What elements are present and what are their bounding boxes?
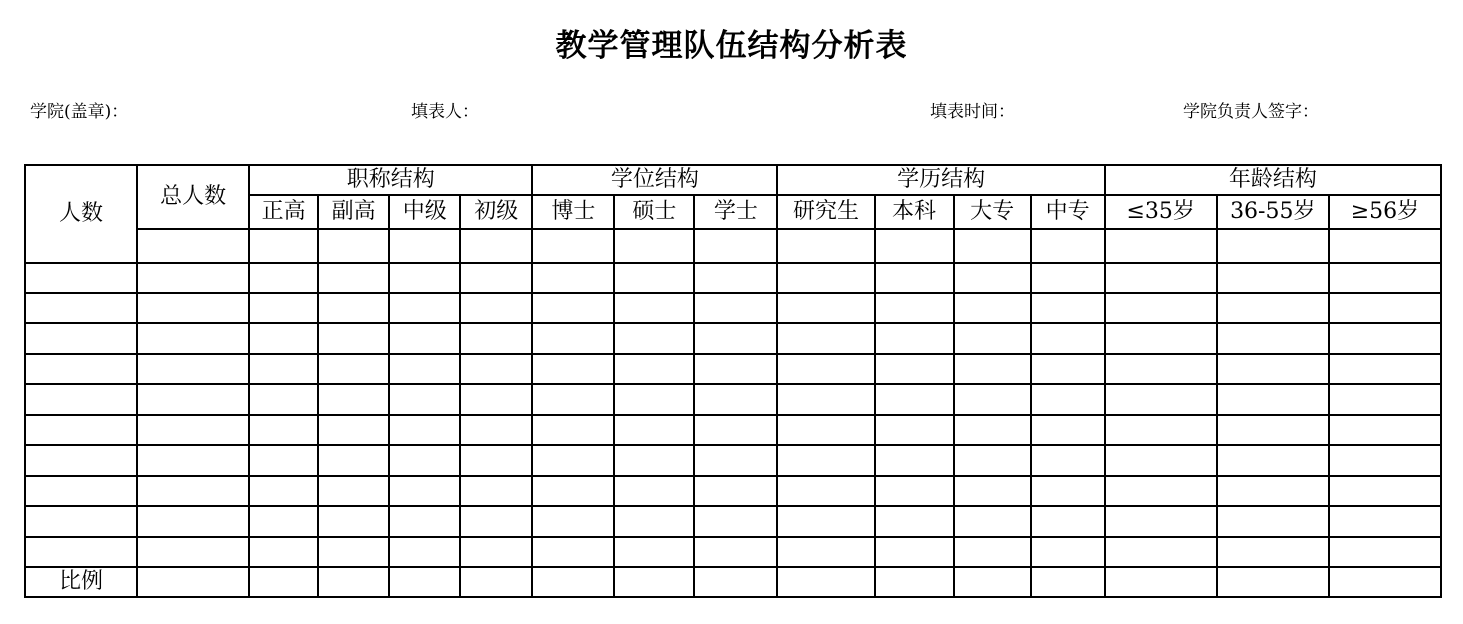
table-cell[interactable]	[1105, 476, 1217, 506]
table-cell[interactable]	[460, 384, 532, 415]
table-cell[interactable]	[137, 476, 249, 506]
table-cell[interactable]	[694, 384, 777, 415]
table-row	[25, 354, 1441, 384]
table-cell[interactable]	[389, 476, 460, 506]
table-cell[interactable]	[1329, 293, 1441, 323]
table-cell[interactable]	[875, 229, 954, 263]
table-cell[interactable]	[1217, 445, 1329, 476]
table-cell[interactable]	[875, 415, 954, 445]
table-cell[interactable]	[532, 567, 614, 597]
table-cell[interactable]	[954, 293, 1031, 323]
table-row	[25, 323, 1441, 354]
table-cell[interactable]	[389, 229, 460, 263]
subheader-cell: 博士	[532, 195, 614, 229]
table-cell[interactable]	[777, 229, 874, 263]
table-cell[interactable]	[25, 537, 137, 567]
table-row	[25, 415, 1441, 445]
table-cell[interactable]	[954, 445, 1031, 476]
table-cell[interactable]	[614, 323, 694, 354]
table-cell[interactable]	[1105, 354, 1217, 384]
table-cell[interactable]	[25, 476, 137, 506]
table-cell[interactable]	[875, 506, 954, 537]
table-cell[interactable]	[389, 506, 460, 537]
table-cell[interactable]	[1217, 537, 1329, 567]
table-cell[interactable]	[1031, 354, 1105, 384]
table-cell[interactable]	[318, 537, 389, 567]
table-cell[interactable]	[249, 384, 318, 415]
table-cell[interactable]	[777, 323, 874, 354]
table-cell[interactable]	[875, 354, 954, 384]
table-cell[interactable]	[1031, 537, 1105, 567]
table-cell[interactable]	[1105, 384, 1217, 415]
table-cell[interactable]	[694, 323, 777, 354]
table-cell[interactable]	[249, 323, 318, 354]
table-cell[interactable]	[954, 384, 1031, 415]
table-cell[interactable]	[875, 323, 954, 354]
table-cell[interactable]	[875, 537, 954, 567]
table-cell[interactable]	[1329, 445, 1441, 476]
table-cell[interactable]	[875, 263, 954, 293]
table-cell[interactable]	[25, 445, 137, 476]
table-cell[interactable]	[25, 354, 137, 384]
table-cell[interactable]	[389, 354, 460, 384]
table-cell[interactable]	[1105, 263, 1217, 293]
table-cell[interactable]	[777, 506, 874, 537]
table-cell[interactable]	[1031, 415, 1105, 445]
table-cell[interactable]	[1105, 445, 1217, 476]
subheader-cell: 本科	[875, 195, 954, 229]
table-cell[interactable]	[318, 229, 389, 263]
table-cell[interactable]	[614, 384, 694, 415]
table-cell[interactable]	[389, 323, 460, 354]
table-cell[interactable]	[249, 263, 318, 293]
table-cell[interactable]	[389, 537, 460, 567]
count-row	[25, 229, 1441, 263]
table-cell[interactable]	[249, 506, 318, 537]
group-degree: 学位结构	[532, 165, 777, 195]
table-cell[interactable]	[389, 293, 460, 323]
total-header-cell: 总人数	[137, 165, 249, 229]
structure-table	[24, 164, 1442, 598]
table-cell[interactable]	[532, 537, 614, 567]
table-cell[interactable]	[25, 293, 137, 323]
table-cell[interactable]	[137, 354, 249, 384]
table-cell[interactable]	[1329, 354, 1441, 384]
table-cell[interactable]	[1217, 476, 1329, 506]
subheader-cell: 36-55岁	[1217, 195, 1329, 229]
table-cell[interactable]	[318, 263, 389, 293]
table-cell[interactable]	[249, 537, 318, 567]
table-cell[interactable]	[1217, 229, 1329, 263]
table-cell[interactable]	[1105, 506, 1217, 537]
table-cell[interactable]	[460, 293, 532, 323]
table-cell[interactable]	[249, 229, 318, 263]
table-cell[interactable]	[777, 415, 874, 445]
table-cell[interactable]	[137, 445, 249, 476]
table-cell[interactable]	[1329, 567, 1441, 597]
subheader-cell: 中级	[389, 195, 460, 229]
table-cell[interactable]	[532, 445, 614, 476]
table-row	[25, 537, 1441, 567]
table-cell[interactable]	[318, 506, 389, 537]
table-cell[interactable]	[532, 506, 614, 537]
table-cell[interactable]	[1105, 567, 1217, 597]
dean-signature-label: 学院负责人签字：	[1183, 102, 1319, 122]
subheader-cell: 研究生	[777, 195, 874, 229]
subheader-cell: 中专	[1031, 195, 1105, 229]
table-cell[interactable]	[694, 263, 777, 293]
table-cell[interactable]	[614, 293, 694, 323]
table-cell[interactable]	[954, 476, 1031, 506]
table-cell[interactable]	[777, 537, 874, 567]
table-cell[interactable]	[1217, 567, 1329, 597]
ratio-row	[25, 567, 1441, 597]
table-cell[interactable]	[694, 354, 777, 384]
table-cell[interactable]	[1031, 323, 1105, 354]
table-cell[interactable]	[137, 415, 249, 445]
table-cell[interactable]	[954, 537, 1031, 567]
subheader-cell: 大专	[954, 195, 1031, 229]
table-cell[interactable]	[1329, 506, 1441, 537]
table-cell[interactable]	[532, 476, 614, 506]
table-cell[interactable]	[532, 263, 614, 293]
table-cell[interactable]	[532, 323, 614, 354]
table-cell[interactable]	[954, 567, 1031, 597]
table-cell[interactable]	[137, 537, 249, 567]
table-cell[interactable]	[318, 293, 389, 323]
table-cell[interactable]	[777, 384, 874, 415]
table-cell[interactable]	[318, 323, 389, 354]
table-cell[interactable]	[1031, 506, 1105, 537]
table-cell[interactable]	[954, 229, 1031, 263]
table-cell[interactable]	[694, 445, 777, 476]
table-cell[interactable]	[614, 567, 694, 597]
table-cell[interactable]	[777, 354, 874, 384]
table-cell[interactable]	[694, 476, 777, 506]
table-cell[interactable]	[1031, 445, 1105, 476]
table-cell[interactable]	[1105, 415, 1217, 445]
table-cell[interactable]	[614, 445, 694, 476]
table-cell[interactable]	[318, 567, 389, 597]
table-cell[interactable]	[1217, 263, 1329, 293]
table-cell[interactable]	[1329, 476, 1441, 506]
table-cell[interactable]	[1217, 415, 1329, 445]
table-cell[interactable]	[694, 293, 777, 323]
table-cell[interactable]	[389, 567, 460, 597]
table-cell[interactable]	[1031, 476, 1105, 506]
subheader-cell: 副高	[318, 195, 389, 229]
table-cell[interactable]	[954, 354, 1031, 384]
table-cell[interactable]	[249, 293, 318, 323]
table-cell[interactable]	[614, 537, 694, 567]
table-cell[interactable]	[460, 537, 532, 567]
table-cell[interactable]	[614, 476, 694, 506]
table-cell[interactable]	[614, 506, 694, 537]
table-row	[25, 445, 1441, 476]
table-cell[interactable]	[954, 323, 1031, 354]
table-cell[interactable]	[318, 476, 389, 506]
group-education: 学历结构	[777, 165, 1104, 195]
table-cell[interactable]	[137, 293, 249, 323]
table-cell[interactable]	[1105, 537, 1217, 567]
table-row	[25, 384, 1441, 415]
subheader-cell: 硕士	[614, 195, 694, 229]
table-row	[25, 263, 1441, 293]
table-cell[interactable]	[1329, 263, 1441, 293]
table-cell[interactable]	[249, 354, 318, 384]
table-cell[interactable]	[460, 323, 532, 354]
table-cell[interactable]	[137, 229, 249, 263]
table-cell[interactable]	[694, 567, 777, 597]
table-cell[interactable]	[1329, 323, 1441, 354]
table-cell[interactable]	[137, 567, 249, 597]
table-cell[interactable]	[460, 567, 532, 597]
table-body	[25, 263, 1441, 597]
fill-time-label: 填表时间：	[930, 102, 1015, 122]
table-cell[interactable]	[1105, 229, 1217, 263]
table-cell[interactable]	[1329, 229, 1441, 263]
table-cell[interactable]	[389, 445, 460, 476]
table-cell[interactable]	[777, 293, 874, 323]
table-cell[interactable]	[137, 384, 249, 415]
subheader-cell: 学士	[694, 195, 777, 229]
table-cell[interactable]	[1031, 293, 1105, 323]
table-cell[interactable]	[318, 415, 389, 445]
subheader-cell: 正高	[249, 195, 318, 229]
table-cell[interactable]	[532, 354, 614, 384]
table-cell[interactable]	[460, 476, 532, 506]
table-cell[interactable]	[954, 263, 1031, 293]
table-cell[interactable]	[875, 445, 954, 476]
table-cell[interactable]	[318, 445, 389, 476]
table-cell[interactable]	[249, 567, 318, 597]
table-cell[interactable]	[460, 415, 532, 445]
table-cell[interactable]	[249, 415, 318, 445]
subheader-cell: 初级	[460, 195, 532, 229]
table-cell[interactable]	[460, 263, 532, 293]
table-cell[interactable]	[25, 384, 137, 415]
table-cell[interactable]	[389, 384, 460, 415]
table-cell[interactable]	[318, 354, 389, 384]
table-cell[interactable]	[460, 506, 532, 537]
table-cell[interactable]	[389, 263, 460, 293]
table-cell[interactable]	[694, 415, 777, 445]
table-cell[interactable]	[1217, 323, 1329, 354]
table-cell[interactable]	[25, 415, 137, 445]
table-cell[interactable]	[460, 354, 532, 384]
table-cell[interactable]	[875, 476, 954, 506]
table-cell[interactable]	[1329, 384, 1441, 415]
table-cell[interactable]	[694, 537, 777, 567]
table-cell[interactable]	[614, 354, 694, 384]
table-cell[interactable]	[954, 506, 1031, 537]
table-cell[interactable]	[389, 415, 460, 445]
table-cell[interactable]	[460, 229, 532, 263]
table-cell[interactable]	[249, 476, 318, 506]
table-cell[interactable]	[137, 323, 249, 354]
table-cell[interactable]	[1217, 293, 1329, 323]
table-cell[interactable]	[249, 445, 318, 476]
table-cell[interactable]	[614, 263, 694, 293]
table-cell[interactable]	[25, 506, 137, 537]
group-age: 年龄结构	[1105, 165, 1441, 195]
table-cell[interactable]	[777, 445, 874, 476]
table-cell[interactable]	[1329, 537, 1441, 567]
table-cell[interactable]	[875, 384, 954, 415]
row-header-cell: 人数	[25, 165, 137, 263]
table-cell[interactable]	[1217, 384, 1329, 415]
table-cell[interactable]	[1031, 567, 1105, 597]
table-cell[interactable]	[1105, 293, 1217, 323]
table-cell[interactable]	[1217, 506, 1329, 537]
table-row	[25, 476, 1441, 506]
group-title-rank: 职称结构	[249, 165, 532, 195]
table-cell[interactable]	[1105, 323, 1217, 354]
ratio-label: 比例	[25, 567, 137, 597]
table-row	[25, 293, 1441, 323]
table-cell[interactable]	[777, 567, 874, 597]
table-cell[interactable]	[318, 384, 389, 415]
table-cell[interactable]	[137, 263, 249, 293]
page-title: 教学管理队伍结构分析表	[555, 28, 908, 64]
table-cell[interactable]	[532, 293, 614, 323]
table-cell[interactable]	[25, 323, 137, 354]
table-cell[interactable]	[1329, 415, 1441, 445]
table-cell[interactable]	[694, 506, 777, 537]
table-cell[interactable]	[1031, 384, 1105, 415]
table-cell[interactable]	[614, 229, 694, 263]
subheader-cell: ≥56岁	[1329, 195, 1441, 229]
table-cell[interactable]	[532, 384, 614, 415]
table-cell[interactable]	[777, 263, 874, 293]
table-cell[interactable]	[614, 415, 694, 445]
table-cell[interactable]	[532, 229, 614, 263]
table-cell[interactable]	[1031, 263, 1105, 293]
table-cell[interactable]	[460, 445, 532, 476]
filler-label: 填表人：	[411, 102, 479, 122]
table-cell[interactable]	[875, 567, 954, 597]
college-seal-label: 学院(盖章)：	[30, 102, 129, 122]
table-cell[interactable]	[777, 476, 874, 506]
table-cell[interactable]	[1031, 229, 1105, 263]
table-cell[interactable]	[1217, 354, 1329, 384]
table-row	[25, 506, 1441, 537]
subheader-cell: ≤35岁	[1105, 195, 1217, 229]
table-cell[interactable]	[25, 263, 137, 293]
table-cell[interactable]	[532, 415, 614, 445]
table-cell[interactable]	[875, 293, 954, 323]
table-cell[interactable]	[954, 415, 1031, 445]
table-cell[interactable]	[694, 229, 777, 263]
table-cell[interactable]	[137, 506, 249, 537]
